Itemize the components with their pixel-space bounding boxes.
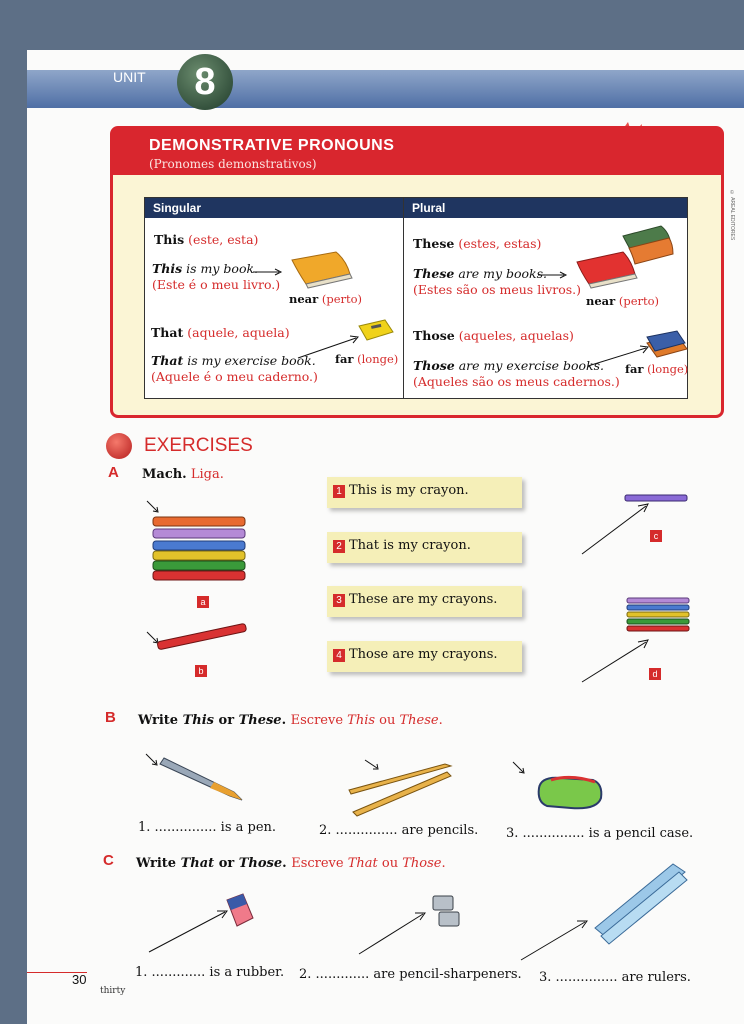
section-b-instruction: Write This or These. Escreve This ou These. xyxy=(138,713,443,728)
arrow-icon xyxy=(253,268,283,276)
grammar-subtitle: (Pronomes demonstrativos) xyxy=(149,157,317,171)
that-row: That (aquele, aquela) xyxy=(151,325,290,340)
section-a-letter: A xyxy=(108,464,119,481)
exercises-title: EXERCISES xyxy=(144,435,253,456)
card-number: 2 xyxy=(333,540,345,553)
that-example-translation: (Aquele é o meu caderno.) xyxy=(151,369,318,384)
grammar-box xyxy=(110,126,724,418)
unit-number-badge: 8 xyxy=(177,54,233,110)
answer-blank[interactable]: ............... xyxy=(154,820,217,835)
arrow-icon xyxy=(588,344,650,370)
arrow-icon xyxy=(298,334,360,360)
answer-blank[interactable]: ............... xyxy=(522,826,585,841)
publisher-credit: © AREAL EDITORES xyxy=(729,190,735,241)
this-row: This (este, esta) xyxy=(154,232,259,247)
those-example-translation: (Aqueles são os meus cadernos.) xyxy=(413,374,620,389)
page-number-word: thirty xyxy=(100,986,126,996)
section-c-letter: C xyxy=(103,852,114,869)
section-a-instruction: Mach. Liga. xyxy=(142,467,224,482)
arrow-icon xyxy=(538,271,568,279)
match-card-2[interactable] xyxy=(327,532,522,563)
crayons-bundle-icon xyxy=(145,495,249,590)
exercise-b-item-3: 3. ............... is a pencil case. xyxy=(506,826,694,841)
exercise-b-item-1: 1. ............... is a pen. xyxy=(138,820,277,835)
match-label-d[interactable]: d xyxy=(649,668,661,680)
these-row: These (estes, estas) xyxy=(413,236,542,251)
book-icon xyxy=(286,250,356,290)
near-label-plural: near (perto) xyxy=(586,294,660,308)
pencil-case-icon xyxy=(511,760,611,814)
grammar-table xyxy=(144,197,688,399)
match-card-3[interactable] xyxy=(327,586,522,617)
section-b-letter: B xyxy=(105,709,116,726)
card-text: That is my crayon. xyxy=(349,538,471,553)
arrow-icon xyxy=(357,910,427,956)
crayons-bundle-icon xyxy=(625,596,695,634)
pen-icon xyxy=(144,750,248,802)
this-example-translation: (Este é o meu livro.) xyxy=(152,277,281,292)
section-c-instruction: Write That or Those. Escreve That ou Those. xyxy=(136,856,446,871)
far-label-plural: far (longe) xyxy=(625,362,689,376)
card-text: This is my crayon. xyxy=(349,483,469,498)
crayon-icon xyxy=(145,630,249,660)
exercise-c-item-2: 2. ............. are pencil-sharpeners. xyxy=(299,967,522,982)
arrow-icon xyxy=(580,638,650,684)
card-text: Those are my crayons. xyxy=(349,647,498,662)
exercises-bullet-icon xyxy=(106,433,132,459)
match-label-b[interactable]: b xyxy=(195,665,207,677)
that-example: That is my exercise book. xyxy=(151,353,316,368)
near-label: near (perto) xyxy=(289,292,363,306)
match-card-4[interactable] xyxy=(327,641,522,672)
page-number: 30 xyxy=(72,972,87,987)
singular-header: Singular xyxy=(145,198,403,218)
plural-header: Plural xyxy=(404,198,687,218)
exercise-c-item-1: 1. ............. is a rubber. xyxy=(135,965,285,980)
card-number: 1 xyxy=(333,485,345,498)
exercise-book-icon xyxy=(357,318,397,344)
card-number: 3 xyxy=(333,594,345,607)
answer-blank[interactable]: ............... xyxy=(335,823,398,838)
arrow-icon xyxy=(519,918,589,962)
these-example: These are my books. xyxy=(413,266,548,281)
card-text: These are my crayons. xyxy=(349,592,498,607)
pencils-icon xyxy=(345,758,455,814)
grammar-title: DEMONSTRATIVE PRONOUNS xyxy=(149,137,395,154)
match-card-1[interactable] xyxy=(327,477,522,508)
these-example-translation: (Estes são os meus livros.) xyxy=(413,282,582,297)
books-stack-icon xyxy=(573,218,677,298)
answer-blank[interactable]: ............. xyxy=(151,965,206,980)
unit-label: UNIT xyxy=(113,69,146,85)
this-example: This is my book. xyxy=(152,261,259,276)
exercise-books-icon xyxy=(645,331,693,361)
exercise-c-item-3: 3. ............... are rulers. xyxy=(539,970,691,985)
exercise-b-item-2: 2. ............... are pencils. xyxy=(319,823,479,838)
textbook-page xyxy=(27,50,744,1024)
those-example: Those are my exercise books. xyxy=(413,358,604,373)
rulers-icon xyxy=(593,862,689,944)
match-label-a[interactable]: a xyxy=(197,596,209,608)
arrow-icon xyxy=(580,502,650,556)
card-number: 4 xyxy=(333,649,345,662)
arrow-icon xyxy=(147,908,229,954)
match-label-c[interactable]: c xyxy=(650,530,662,542)
those-row: Those (aqueles, aquelas) xyxy=(413,328,574,343)
pencil-sharpeners-icon xyxy=(429,894,463,932)
answer-blank[interactable]: ............... xyxy=(555,970,618,985)
far-label: far (longe) xyxy=(335,352,399,366)
column-divider xyxy=(403,198,404,398)
answer-blank[interactable]: ............. xyxy=(315,967,370,982)
rubber-icon xyxy=(223,892,257,932)
